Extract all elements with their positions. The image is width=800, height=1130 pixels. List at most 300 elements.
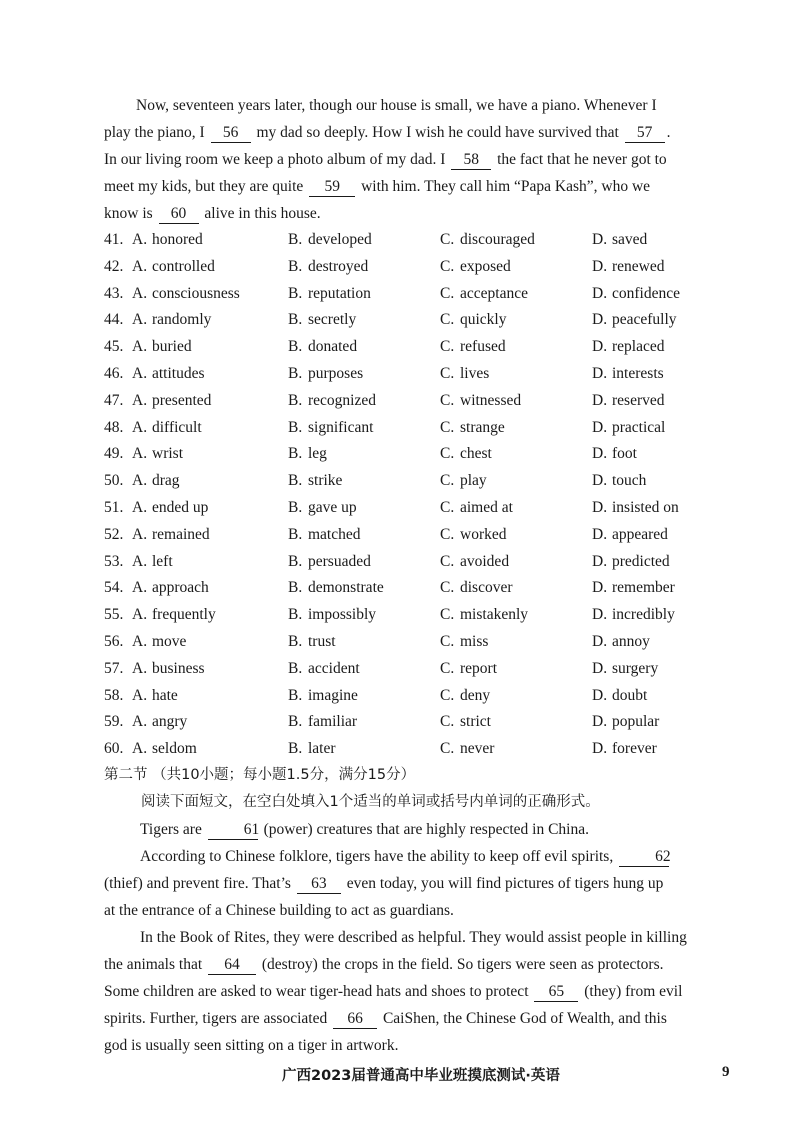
passage-text: . <box>666 124 671 141</box>
passage-text: the animals that <box>104 956 203 973</box>
option-a <box>132 361 205 387</box>
option-letter: D. <box>592 633 608 650</box>
option-c <box>440 441 492 467</box>
option-text: attitudes <box>152 365 205 382</box>
option-a <box>132 656 205 682</box>
option-letter: B. <box>288 445 303 463</box>
option-letter: C. <box>440 311 455 329</box>
option-letter: D. <box>592 606 608 624</box>
option-text: leg <box>308 445 327 463</box>
option-text: randomly <box>152 311 212 329</box>
option-c <box>440 307 507 333</box>
option-a <box>132 495 208 521</box>
option-b <box>288 522 361 548</box>
option-letter: C. <box>440 231 455 248</box>
option-text: donated <box>308 338 358 356</box>
option-letter: B. <box>288 606 303 624</box>
option-letter: D. <box>592 284 608 302</box>
question-number: 58. <box>104 686 124 704</box>
question-row <box>104 495 764 522</box>
option-text: avoided <box>460 552 510 570</box>
question-number: 59. <box>104 713 124 731</box>
option-letter: B. <box>288 579 303 597</box>
option-text: lives <box>460 365 490 382</box>
option-c <box>440 683 490 709</box>
option-b <box>288 495 357 521</box>
passage-line <box>104 816 746 843</box>
option-a <box>132 254 215 280</box>
option-letter: A. <box>132 418 148 436</box>
option-letter: A. <box>132 257 148 275</box>
option-a <box>132 602 216 628</box>
passage-text: alive in this house. <box>204 205 321 222</box>
option-text: destroyed <box>308 257 369 275</box>
option-letter: A. <box>132 633 148 650</box>
option-c <box>440 575 513 601</box>
option-letter: C. <box>440 686 455 704</box>
option-text: purposes <box>308 365 364 382</box>
passage-text: know is <box>104 205 153 222</box>
option-c <box>440 629 488 655</box>
option-text: familiar <box>308 713 358 731</box>
option-letter: D. <box>592 311 608 329</box>
passage-text: (thief) and prevent fire. That’s <box>104 875 291 892</box>
option-letter: B. <box>288 231 303 248</box>
option-text: popular <box>612 713 660 731</box>
section-instruction: 阅读下面短文，在空白处填入1个适当的单词或括号内单词的正确形式。 <box>141 794 600 810</box>
option-d <box>592 709 659 735</box>
option-d <box>592 683 647 709</box>
option-text: refused <box>460 338 506 356</box>
option-b <box>288 281 371 307</box>
option-letter: B. <box>288 418 303 436</box>
option-a <box>132 281 240 307</box>
question-row <box>104 602 764 629</box>
option-b <box>288 388 376 414</box>
passage-text: (power) creatures that are highly respected in China. <box>263 821 589 838</box>
question-number: 56. <box>104 633 124 650</box>
option-b <box>288 307 356 333</box>
option-text: deny <box>460 686 491 704</box>
option-d <box>592 629 650 655</box>
option-letter: A. <box>132 472 148 490</box>
option-a <box>132 549 173 575</box>
option-text: peacefully <box>612 311 677 329</box>
question-row <box>104 307 764 334</box>
option-text: remember <box>612 579 675 597</box>
option-letter: B. <box>288 391 303 409</box>
option-b <box>288 709 357 735</box>
option-c <box>440 468 487 494</box>
question-row <box>104 549 764 576</box>
passage-line <box>104 200 746 227</box>
option-d <box>592 415 665 441</box>
option-d <box>592 227 647 253</box>
option-c <box>440 495 513 521</box>
option-c <box>440 334 506 360</box>
question-number: 50. <box>104 472 124 490</box>
option-c <box>440 415 505 441</box>
passage-text: play the piano, I <box>104 124 205 141</box>
option-letter: B. <box>288 311 303 329</box>
question-number: 44. <box>104 311 124 329</box>
option-letter: A. <box>132 713 148 731</box>
option-letter: C. <box>440 284 455 302</box>
option-letter: D. <box>592 499 608 516</box>
option-letter: B. <box>288 525 303 543</box>
passage-text: god is usually seen sitting on a tiger in artwork. <box>104 1037 399 1054</box>
option-letter: D. <box>592 418 608 436</box>
option-text: secretly <box>308 311 357 329</box>
option-text: strange <box>460 418 505 436</box>
option-d <box>592 656 658 682</box>
blank-65: 65 <box>534 983 578 1002</box>
option-c <box>440 709 491 735</box>
option-text: recognized <box>308 391 376 409</box>
question-row <box>104 736 764 763</box>
passage-text: with him. They call him “Papa Kash”, who we <box>361 178 651 195</box>
passage-text: at the entrance of a Chinese building to act as guardians. <box>104 902 454 919</box>
option-letter: A. <box>132 606 148 624</box>
question-row <box>104 629 764 656</box>
option-text: worked <box>460 525 507 543</box>
option-letter: A. <box>132 231 148 248</box>
option-text: ended up <box>152 499 209 516</box>
option-a <box>132 683 178 709</box>
question-number: 55. <box>104 606 124 624</box>
option-text: controlled <box>152 257 215 275</box>
passage-line <box>104 897 746 924</box>
question-row <box>104 522 764 549</box>
option-text: trust <box>308 633 336 650</box>
option-a <box>132 522 210 548</box>
option-c <box>440 281 528 307</box>
option-text: hate <box>152 686 178 704</box>
option-text: report <box>460 659 498 677</box>
blank-56: 56 <box>211 124 251 143</box>
option-b <box>288 549 371 575</box>
option-text: demonstrate <box>308 579 384 597</box>
option-c <box>440 361 489 387</box>
option-text: move <box>152 633 187 650</box>
passage-text: even today, you will find pictures of tigers hung up <box>346 875 664 892</box>
question-row <box>104 575 764 602</box>
option-letter: A. <box>132 284 148 302</box>
option-d <box>592 361 664 387</box>
passage-line <box>104 924 746 951</box>
option-letter: B. <box>288 659 303 677</box>
option-text: miss <box>460 633 489 650</box>
option-text: surgery <box>612 659 659 677</box>
option-b <box>288 656 360 682</box>
option-letter: C. <box>440 365 455 382</box>
option-letter: B. <box>288 686 303 704</box>
option-letter: C. <box>440 338 455 356</box>
option-letter: D. <box>592 659 608 677</box>
option-text: wrist <box>152 445 183 463</box>
option-letter: A. <box>132 552 148 570</box>
option-a <box>132 736 197 762</box>
option-c <box>440 254 511 280</box>
option-text: left <box>152 552 173 570</box>
option-letter: A. <box>132 311 148 329</box>
option-letter: D. <box>592 445 608 463</box>
option-text: discover <box>460 579 513 597</box>
option-letter: A. <box>132 579 148 597</box>
option-letter: D. <box>592 391 608 409</box>
passage-line <box>104 870 746 897</box>
option-text: gave up <box>308 499 357 516</box>
option-letter: B. <box>288 713 303 731</box>
passage-text: According to Chinese folklore, tigers have the ability to keep off evil spirits, <box>140 848 614 865</box>
option-a <box>132 709 187 735</box>
question-number: 43. <box>104 284 124 302</box>
option-b <box>288 441 327 467</box>
question-row <box>104 334 764 361</box>
option-text: forever <box>612 740 657 758</box>
blank-60: 60 <box>159 205 199 224</box>
option-text: accident <box>308 659 360 677</box>
option-c <box>440 227 535 253</box>
option-text: interests <box>612 365 664 382</box>
option-d <box>592 522 668 548</box>
option-b <box>288 334 357 360</box>
option-b <box>288 227 372 253</box>
option-d <box>592 575 675 601</box>
question-row <box>104 683 764 710</box>
option-letter: C. <box>440 606 455 624</box>
option-text: buried <box>152 338 192 356</box>
option-text: significant <box>308 418 374 436</box>
passage-text: the fact that he never got to <box>497 151 667 168</box>
option-d <box>592 334 665 360</box>
footer-title: 广西2023届普通高中毕业班摸底测试·英语 <box>282 1068 560 1084</box>
option-letter: A. <box>132 686 148 704</box>
option-a <box>132 415 202 441</box>
passage-text: Tigers are <box>140 821 202 838</box>
option-letter: A. <box>132 338 148 356</box>
option-letter: B. <box>288 365 303 382</box>
question-row <box>104 709 764 736</box>
option-d <box>592 549 670 575</box>
option-letter: C. <box>440 418 455 436</box>
option-c <box>440 602 528 628</box>
option-b <box>288 575 384 601</box>
option-letter: C. <box>440 633 455 650</box>
option-a <box>132 307 211 333</box>
option-text: touch <box>612 472 647 490</box>
option-letter: C. <box>440 552 455 570</box>
question-row <box>104 227 764 254</box>
passage-text: Now, seventeen years later, though our house is small, we have a piano. Whenever I <box>136 97 657 114</box>
question-number: 60. <box>104 740 124 758</box>
passage-text: spirits. Further, tigers are associated <box>104 1010 328 1027</box>
option-letter: C. <box>440 525 455 543</box>
option-text: strict <box>460 713 491 731</box>
passage-line <box>104 951 746 978</box>
option-letter: D. <box>592 257 608 275</box>
question-number: 46. <box>104 365 124 382</box>
passage-line <box>104 146 746 173</box>
passage-text: meet my kids, but they are quite <box>104 178 304 195</box>
option-d <box>592 736 657 762</box>
option-text: drag <box>152 472 180 490</box>
option-text: impossibly <box>308 606 377 624</box>
option-d <box>592 254 665 280</box>
question-number: 47. <box>104 391 124 409</box>
option-letter: C. <box>440 713 455 731</box>
option-text: approach <box>152 579 209 597</box>
option-b <box>288 683 358 709</box>
option-text: quickly <box>460 311 507 329</box>
option-letter: B. <box>288 472 303 490</box>
passage-top <box>104 92 746 227</box>
passage-line <box>104 1032 746 1059</box>
option-text: business <box>152 659 205 677</box>
option-d <box>592 468 646 494</box>
blank-62: 62 <box>619 848 669 867</box>
option-c <box>440 549 509 575</box>
option-d <box>592 495 679 521</box>
passage-line <box>104 1005 746 1032</box>
option-letter: B. <box>288 499 303 516</box>
option-c <box>440 736 494 762</box>
option-letter: D. <box>592 365 608 382</box>
option-letter: A. <box>132 740 148 758</box>
option-c <box>440 522 507 548</box>
option-letter: A. <box>132 525 148 543</box>
passage-text: Some children are asked to wear tiger-head hats and shoes to protect <box>104 983 529 1000</box>
question-row <box>104 468 764 495</box>
option-b <box>288 629 336 655</box>
option-letter: B. <box>288 338 303 356</box>
option-b <box>288 415 373 441</box>
option-letter: B. <box>288 257 303 275</box>
passage-text: CaiShen, the Chinese God of Wealth, and this <box>382 1010 667 1027</box>
option-letter: D. <box>592 579 608 597</box>
option-text: seldom <box>152 740 197 758</box>
option-text: play <box>460 472 487 490</box>
blank-64: 64 <box>208 956 256 975</box>
blank-66: 66 <box>333 1010 377 1029</box>
blank-58: 58 <box>451 151 491 170</box>
option-d <box>592 441 637 467</box>
option-text: strike <box>308 472 343 490</box>
option-letter: C. <box>440 391 455 409</box>
option-letter: D. <box>592 472 608 490</box>
option-letter: D. <box>592 686 608 704</box>
option-text: never <box>460 740 495 758</box>
option-text: angry <box>152 713 188 731</box>
option-a <box>132 468 180 494</box>
option-text: discouraged <box>460 231 535 248</box>
option-text: appeared <box>612 525 668 543</box>
blank-63: 63 <box>297 875 341 894</box>
option-c <box>440 656 497 682</box>
option-letter: C. <box>440 445 455 463</box>
blank-59: 59 <box>309 178 355 197</box>
option-text: consciousness <box>152 284 240 302</box>
option-d <box>592 307 677 333</box>
option-b <box>288 736 336 762</box>
option-text: saved <box>612 231 648 248</box>
passage-two <box>104 816 746 1059</box>
passage-line <box>104 978 746 1005</box>
option-d <box>592 602 675 628</box>
blank-57: 57 <box>625 124 665 143</box>
option-text: renewed <box>612 257 665 275</box>
option-text: insisted on <box>612 499 679 516</box>
option-text: difficult <box>152 418 202 436</box>
option-letter: C. <box>440 579 455 597</box>
option-text: aimed at <box>460 499 513 516</box>
question-number: 53. <box>104 552 124 570</box>
option-letter: B. <box>288 552 303 570</box>
question-row <box>104 656 764 683</box>
option-letter: D. <box>592 525 608 543</box>
option-text: witnessed <box>460 391 522 409</box>
passage-text: In our living room we keep a photo album of my dad. I <box>104 151 446 168</box>
passage-text: (they) from evil <box>584 983 683 1000</box>
passage-text: (destroy) the crops in the field. So tigers were seen as protectors. <box>261 956 664 973</box>
question-number: 54. <box>104 579 124 597</box>
option-a <box>132 575 209 601</box>
option-c <box>440 388 521 414</box>
option-text: doubt <box>612 686 648 704</box>
option-a <box>132 441 183 467</box>
option-a <box>132 227 203 253</box>
option-text: annoy <box>612 633 650 650</box>
question-number: 52. <box>104 525 124 543</box>
option-letter: C. <box>440 499 455 516</box>
page-number: 9 <box>722 1064 730 1080</box>
option-letter: B. <box>288 740 303 758</box>
question-number: 51. <box>104 499 124 516</box>
passage-line <box>104 92 746 119</box>
option-b <box>288 468 342 494</box>
option-a <box>132 388 211 414</box>
option-text: exposed <box>460 257 511 275</box>
option-text: acceptance <box>460 284 528 302</box>
option-text: practical <box>612 418 666 436</box>
option-b <box>288 361 363 387</box>
option-b <box>288 254 368 280</box>
question-row <box>104 388 764 415</box>
question-row <box>104 361 764 388</box>
option-d <box>592 281 680 307</box>
option-b <box>288 602 376 628</box>
question-number: 41. <box>104 231 124 248</box>
option-text: imagine <box>308 686 358 704</box>
passage-line <box>104 843 746 870</box>
option-letter: C. <box>440 659 455 677</box>
passage-line <box>104 119 746 146</box>
option-letter: D. <box>592 338 608 356</box>
option-letter: C. <box>440 257 455 275</box>
passage-text: my dad so deeply. How I wish he could have survived that <box>256 124 619 141</box>
option-text: later <box>308 740 336 758</box>
option-d <box>592 388 665 414</box>
option-text: reputation <box>308 284 371 302</box>
option-letter: B. <box>288 633 303 650</box>
blank-61: 61 <box>208 821 258 840</box>
option-text: mistakenly <box>460 606 529 624</box>
option-letter: D. <box>592 740 608 758</box>
option-text: developed <box>308 231 372 248</box>
section-heading: 第二节 （共10小题；每小题1.5分，满分15分） <box>104 767 416 783</box>
option-letter: A. <box>132 365 148 382</box>
option-letter: D. <box>592 231 608 248</box>
